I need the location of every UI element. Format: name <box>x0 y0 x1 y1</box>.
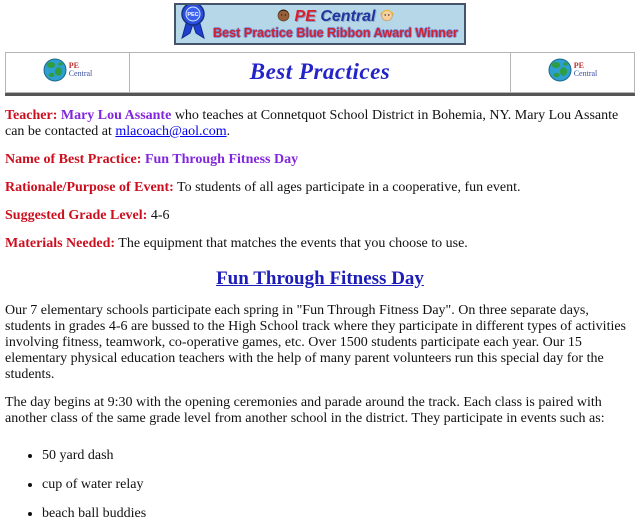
divider-rule <box>5 93 635 96</box>
materials-label: Materials Needed: <box>5 235 116 251</box>
header-left-cell <box>6 53 130 93</box>
svg-text:PEC: PEC <box>187 11 199 18</box>
materials-value: The equipment that matches the events that you choose to use. <box>115 235 468 251</box>
article-heading-link[interactable]: Fun Through Fitness Day <box>216 267 424 289</box>
main-content <box>5 108 635 522</box>
logo-pe-text: PE <box>573 61 584 71</box>
header-right-cell <box>511 53 635 93</box>
teacher-name: Mary Lou Assante <box>57 108 172 123</box>
boy-face-icon <box>277 8 290 26</box>
globe-icon <box>548 58 572 82</box>
teacher-text-after: . <box>226 123 231 139</box>
logo-central-text: Central <box>573 69 598 79</box>
blue-ribbon-icon <box>179 3 207 45</box>
events-list <box>5 448 635 522</box>
teacher-line <box>5 108 635 140</box>
rationale-label: Rationale/Purpose of Event: <box>5 179 174 195</box>
globe-icon <box>43 58 67 82</box>
banner-title <box>210 8 461 26</box>
rationale-line <box>5 180 635 196</box>
header-title-cell <box>130 53 511 93</box>
list-item: • cup of water relay <box>42 477 635 493</box>
grade-level-label: Suggested Grade Level: <box>5 207 148 223</box>
article-paragraph-1: Our 7 elementary schools participate each spring in "Fun Through Fitness Day". On three separate days, students in grades 4-6 are bussed to the High School track where they participate in different types of activities involving fitness, teamwork, co-operative games, etc. Over 1500 students participate each year. Our 15 elementary physical education teachers with the help of many parent volunteers run this special day for the students. <box>5 303 627 383</box>
page-title: Best Practices <box>249 59 391 85</box>
header-table <box>5 52 635 93</box>
award-winner-text: Best Practice Blue Ribbon Award Winner <box>213 25 458 40</box>
teacher-label: Teacher: <box>5 108 58 123</box>
list-item: • 50 yard dash <box>42 448 635 464</box>
banner-central-text: Central <box>320 8 376 25</box>
grade-level-line <box>5 208 635 224</box>
logo-pe-text: PE <box>68 61 79 71</box>
list-item: • beach ball buddies <box>42 506 635 522</box>
teacher-text: who teaches at Connetquot School District in Bohemia, NY. Mary Lou Assante can be contacted at <box>5 108 619 139</box>
practice-name-line <box>5 152 635 168</box>
materials-line <box>5 236 635 252</box>
logo-central-text: Central <box>68 69 93 79</box>
girl-face-icon <box>380 8 394 26</box>
rationale-value: To students of all ages participate in a cooperative, fun event. <box>173 179 521 195</box>
pe-central-logo-right <box>548 58 598 82</box>
article-paragraph-2: The day begins at 9:30 with the opening ceremonies and parade around the track. Each class is paired with another class of the same grade level from another school in the district. They participate in events such as: <box>5 395 605 427</box>
banner-pe-text: PE <box>294 8 316 25</box>
teacher-email-link[interactable]: mlacoach@aol.com <box>115 123 227 139</box>
grade-level-value: 4-6 <box>147 207 170 223</box>
practice-name-value: Fun Through Fitness Day <box>141 151 299 167</box>
award-banner <box>174 3 466 45</box>
pe-central-logo-left <box>43 58 93 82</box>
practice-name-label: Name of Best Practice: <box>5 151 142 167</box>
